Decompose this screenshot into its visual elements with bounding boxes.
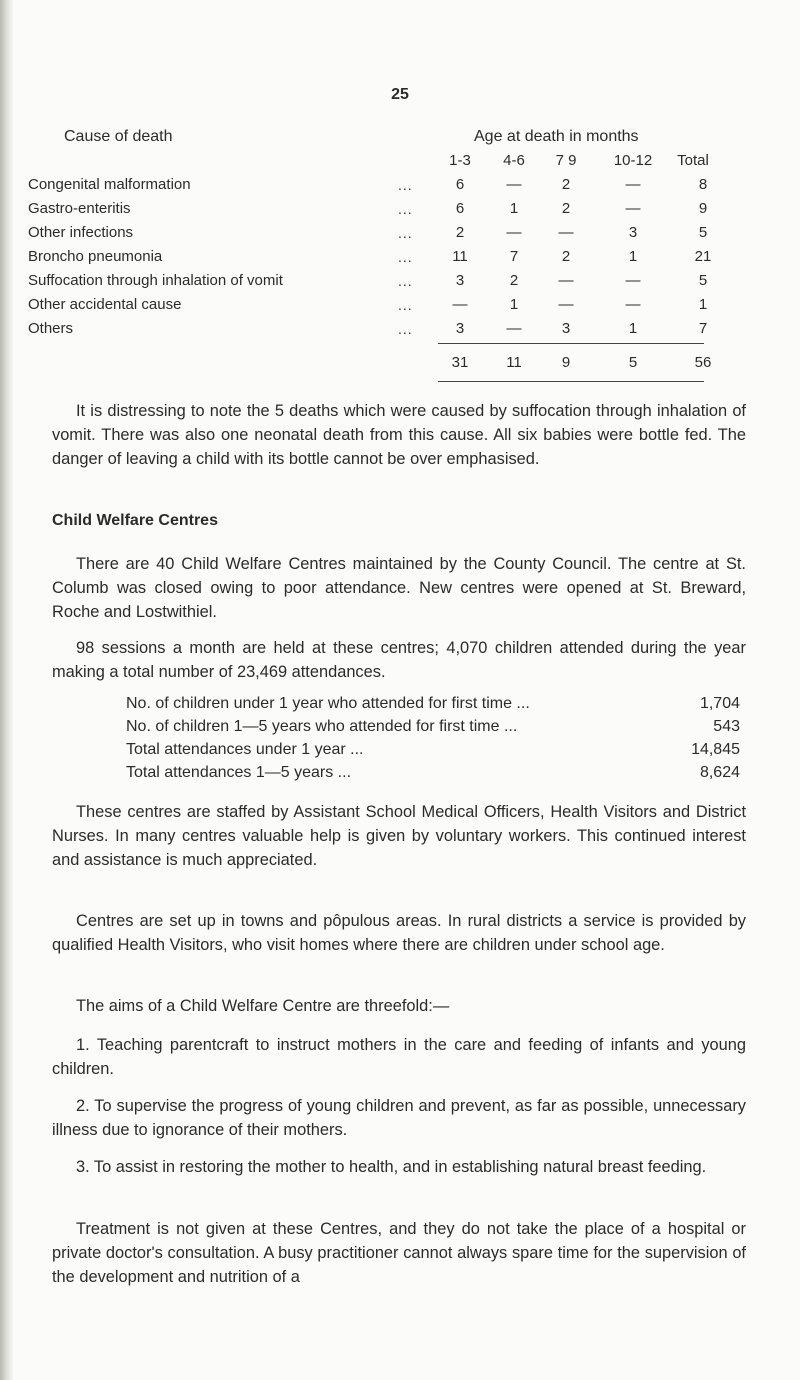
leader-dots: ... [398,225,413,241]
cell-10-12: — [625,176,641,193]
cell-4-6: 7 [509,248,519,265]
cell-1-3: 3 [455,272,465,289]
cell-total: 21 [694,248,712,265]
stat-label: No. of children 1—5 years who attended for first time ... [126,718,518,735]
row-cause: Other accidental cause [28,296,182,313]
col-header-4-6: 4-6 [503,152,525,169]
sessions-paragraph: 98 sessions a month are held at these centres; 4,070 children attended during the year making a total number of 23,469 attendances. [52,639,746,681]
leader-dots: ... [398,201,413,217]
cell-1-3: 11 [452,248,468,265]
cell-7-9: 3 [561,320,571,337]
cell-4-6: — [506,176,522,193]
cause-of-death-header: Cause of death [64,128,173,145]
cell-total: 9 [698,200,708,217]
row-cause: Suffocation through inhalation of vomit [28,272,283,289]
aim-2: 2. To supervise the progress of young children and prevent, as far as possible, unnecessary illness due to ignorance of their mothers. [52,1097,746,1139]
cell-10-12: — [625,296,641,313]
suffocation-paragraph: It is distressing to note the 5 deaths which were caused by suffocation through inhalation of vomit. There was also one neonatal death from this cause. All six babies were bottle fed. The danger of leaving a child with its bottle cannot be over emphasised. [52,402,746,468]
aim-3: 3. To assist in restoring the mother to health, and in establishing natural breast feeding. [76,1158,707,1176]
centres-paragraph: There are 40 Child Welfare Centres maintained by the County Council. The centre at St. Columb was closed owing to poor attendance. New centres were opened at St. Breward, Roche and Lostwithiel. [52,555,746,621]
leader-dots: ... [398,297,413,313]
page-number: 25 [391,86,409,103]
cell-4-6: 1 [509,200,519,217]
aim-1: 1. Teaching parentcraft to instruct mothers in the care and feeding of infants and young children. [52,1036,746,1078]
total-grand: 56 [694,354,712,371]
cell-10-12: 1 [628,248,638,265]
cell-4-6: — [506,320,522,337]
leader-dots: ... [398,249,413,265]
cell-10-12: — [625,200,641,217]
row-cause: Congenital malformation [28,176,191,193]
stat-value: 14,845 [691,741,740,758]
cell-1-3: 2 [455,224,465,241]
cell-7-9: 2 [561,176,571,193]
cell-1-3: 6 [455,176,465,193]
cell-10-12: — [625,272,641,289]
treatment-paragraph: Treatment is not given at these Centres, and they do not take the place of a hospital or private doctor's consultation. A busy practitioner cannot always spare time for the supervision of the development and nutrition of a [52,1220,746,1286]
leader-dots: ... [398,321,413,337]
cell-4-6: — [506,224,522,241]
total-4-6: 11 [506,354,522,371]
totals-bottom-rule [438,381,704,382]
col-header-total: Total [677,152,709,169]
cell-total: 1 [698,296,708,313]
cell-10-12: 3 [628,224,638,241]
total-1-3: 31 [451,354,469,371]
cell-1-3: — [452,296,468,313]
scan-edge-shadow [0,0,14,1380]
row-cause: Others [28,320,74,337]
cell-4-6: 2 [509,272,519,289]
cell-7-9: — [558,272,574,289]
stat-label: Total attendances under 1 year ... [126,741,364,758]
cell-7-9: 2 [561,200,571,217]
leader-dots: ... [398,273,413,289]
rural-paragraph: Centres are set up in towns and pôpulous areas. In rural districts a service is provided by qualified Health Visitors, who visit homes where there are children under school age. [52,912,746,954]
row-cause: Broncho pneumonia [28,248,163,265]
stat-label: No. of children under 1 year who attended for first time ... [126,695,530,712]
totals-top-rule [438,343,704,344]
col-header-7-9: 7 9 [555,152,577,169]
stat-label: Total attendances 1—5 years ... [126,764,352,781]
row-cause: Gastro-enteritis [28,200,131,217]
cell-4-6: 1 [509,296,519,313]
section-heading: Child Welfare Centres [52,512,218,529]
cell-1-3: 3 [455,320,465,337]
cell-7-9: 2 [561,248,571,265]
staffing-paragraph: These centres are staffed by Assistant School Medical Officers, Health Visitors and District Nurses. In many centres valuable help is given by voluntary workers. This continued interest and assistance is much appreciated. [52,803,746,869]
total-10-12: 5 [628,354,638,371]
cell-total: 5 [698,272,708,289]
row-cause: Other infections [28,224,134,241]
stat-value: 8,624 [699,764,740,781]
aims-intro: The aims of a Child Welfare Centre are threefold:— [76,997,450,1015]
cell-total: 5 [698,224,708,241]
stat-value: 1,704 [699,695,740,712]
stat-value: 543 [713,718,740,735]
cell-7-9: — [558,296,574,313]
total-7-9: 9 [561,354,571,371]
cell-7-9: — [558,224,574,241]
cell-10-12: 1 [628,320,638,337]
cell-total: 7 [698,320,708,337]
leader-dots: ... [398,177,413,193]
col-header-10-12: 10-12 [613,152,653,169]
col-header-1-3: 1-3 [449,152,471,169]
age-group-header: Age at death in months [474,128,639,145]
cell-total: 8 [698,176,708,193]
cell-1-3: 6 [455,200,465,217]
